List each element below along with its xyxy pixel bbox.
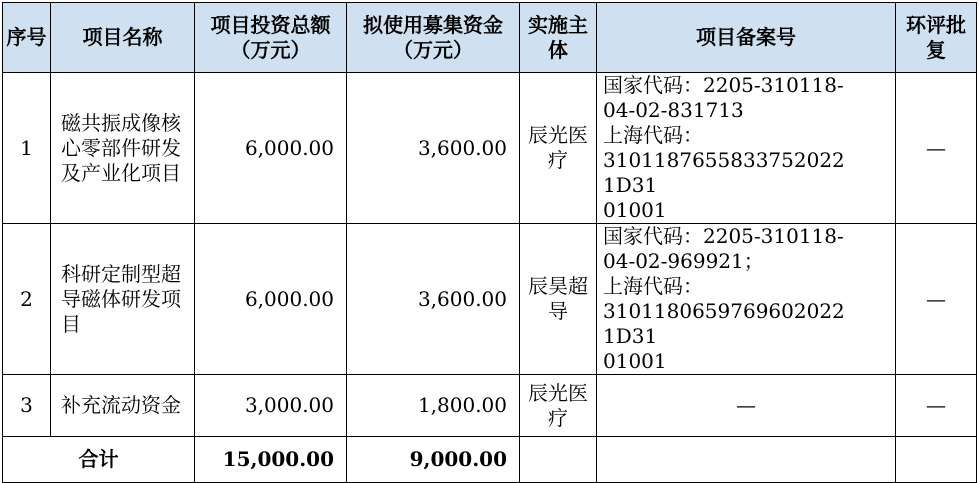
row-record-number (597, 224, 896, 375)
row-seq: 2 (3, 224, 51, 375)
record-line: 04-02-831713 (603, 98, 744, 122)
record-line: 04-02-969921； (603, 249, 764, 273)
row-raised-funds: 1,800.00 (347, 375, 520, 437)
record-line: 01001 (603, 349, 667, 373)
record-line: 3101180659769602022 1D31 (603, 299, 845, 348)
header-implementing-entity: 实施主体 (520, 3, 597, 73)
row-project-name: 磁共振成像核心零部件研发及产业化项目 (51, 73, 195, 224)
investment-projects-table (2, 2, 977, 483)
header-row (3, 3, 977, 73)
record-line: 国家代码：2205-310118- (603, 224, 844, 248)
row-eia-approval: — (896, 224, 977, 375)
record-line: 3101187655833752022 1D31 (603, 148, 845, 197)
record-line: 上海代码： (603, 123, 703, 147)
row-project-name: 科研定制型超导磁体研发项目 (51, 224, 195, 375)
header-project-name: 项目名称 (51, 3, 195, 73)
row-record-number: — (597, 375, 896, 437)
row-seq: 3 (3, 375, 51, 437)
record-line: 01001 (603, 198, 667, 222)
row-raised-funds: 3,600.00 (347, 73, 520, 224)
header-record-number: 项目备案号 (597, 3, 896, 73)
record-line: 上海代码： (603, 274, 703, 298)
row-total-investment: 6,000.00 (195, 224, 347, 375)
row-total-investment: 3,000.00 (195, 375, 347, 437)
header-eia-approval: 环评批复 (896, 3, 977, 73)
row-project-name: 补充流动资金 (51, 375, 195, 437)
table-row (3, 375, 977, 437)
total-investment-sum: 15,000.00 (195, 437, 347, 483)
header-seq: 序号 (3, 3, 51, 73)
total-label: 合计 (3, 437, 195, 483)
row-implementing-entity: 辰光医疗 (520, 375, 597, 437)
row-total-investment: 6,000.00 (195, 73, 347, 224)
header-total-investment: 项目投资总额（万元） (195, 3, 347, 73)
row-seq: 1 (3, 73, 51, 224)
row-implementing-entity: 辰光医疗 (520, 73, 597, 224)
row-implementing-entity: 辰昊超导 (520, 224, 597, 375)
row-eia-approval: — (896, 375, 977, 437)
table-row (3, 224, 977, 375)
row-record-number (597, 73, 896, 224)
header-raised-funds: 拟使用募集资金（万元） (347, 3, 520, 73)
record-line: 国家代码：2205-310118- (603, 73, 844, 97)
table-row (3, 73, 977, 224)
row-eia-approval: — (896, 73, 977, 224)
row-raised-funds: 3,600.00 (347, 224, 520, 375)
total-raised-funds-sum: 9,000.00 (347, 437, 520, 483)
